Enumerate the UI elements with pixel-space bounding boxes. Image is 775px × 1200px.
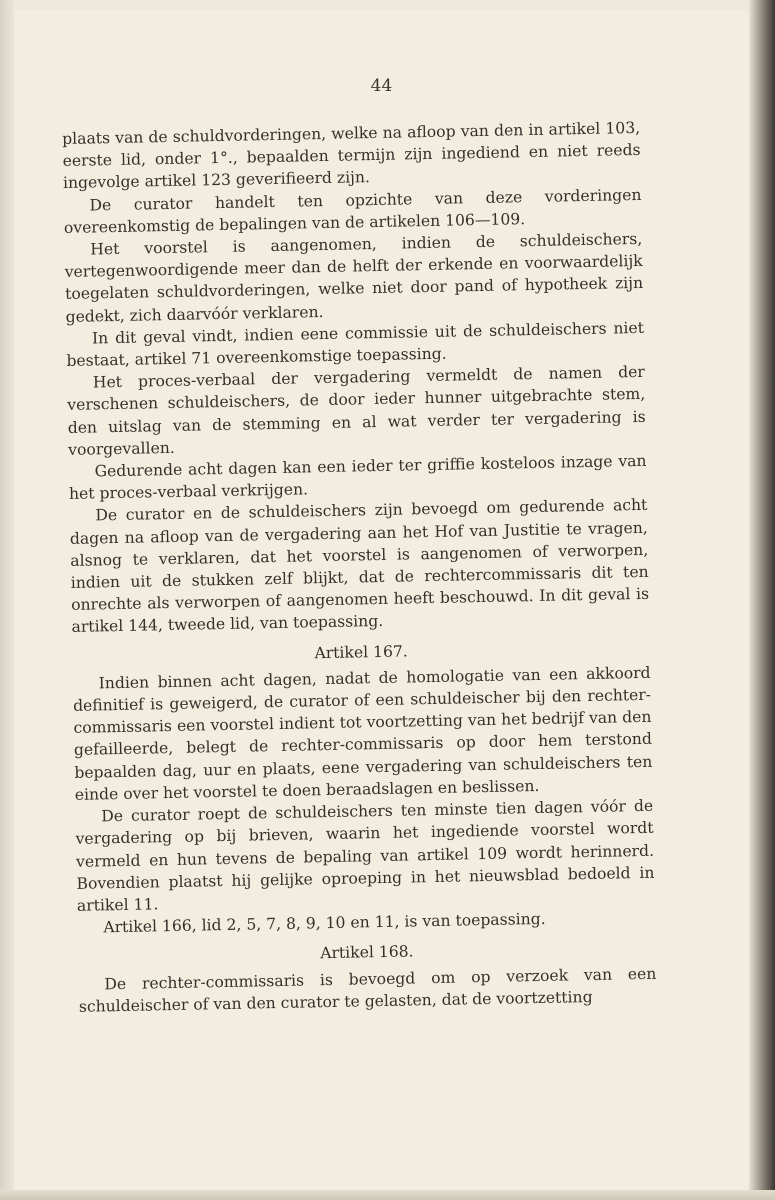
paragraph: Het proces-verbaal der vergadering vermeldt de namen der verschenen schuldeischers, de door ieder hunner uitgebrachte stem, den uitslag van de stemming en al wat verder ter vergadering is voorgevallen. [67,363,646,459]
paragraph: In dit geval vindt, indien eene commissie uit de schuldeischers niet bestaat, artikel 71 overeenkomstige toepassing. [66,318,645,370]
paragraph: Artikel 166, lid 2, 5, 7, 8, 9, 10 en 11, is van toepassing. [103,909,546,937]
body-text [62,117,657,1018]
paragraph: plaats van de schuldvorderingen, welke na afloop van den in artikel 103, eerste lid, onder 1°., bepaalden termijn zijn ingediend en niet reeds ingevolge artikel 123 geverifieerd zijn. [62,118,641,193]
page-bottom-edge [0,1190,775,1200]
paragraph: Het voorstel is aangenomen, indien de schuldeischers, vertegenwoordigende meer dan de helft der erkende en voorwaardelijk toegelaten schuldvorderingen, welke niet door pand of hypotheek zijn gedekt, zich daarvóór verklaren. [64,229,644,326]
article-heading: Artikel 168. [320,942,414,963]
page-number: 44 [370,76,393,96]
paragraph: Gedurende acht dagen kan een ieder ter griffie kosteloos inzage van het proces-verbaal verkrijgen. [68,451,647,504]
article-heading: Artikel 167. [314,642,408,662]
paragraph: De curator handelt ten opzichte van deze vorderingen overeenkomstig de bepalingen van de artikelen 106—109. [63,185,642,237]
paragraph: De rechter-commissaris is bevoegd om op verzoek van een schuldeischer of van den curator te gelasten, dat de voortzetting [78,964,657,1016]
page-left-edge [0,0,14,1200]
paragraph: Indien binnen acht dagen, nadat de homologatie van een akkoord definitief is geweigerd, de curator of een schuldeischer bij den rechter-commissaris een voorstel indient tot voortzetting van het bedrijf van den gefailleerde, belegt de rechter-commissaris op door hem terstond bepaalden dag, uur en plaats, eene vergadering van schuldeischers ten einde over het voorstel te doen beraadslagen en beslissen. [72,663,653,804]
paragraph: De curator roept de schuldeischers ten minste tien dagen vóór de vergadering op bij brieven, waarin het ingediende voorstel wordt vermeld en hun tevens de bepaling van artikel 109 wordt herinnerd. Bovendien plaatst hij gelijke oproeping in het nieuwsblad bedoeld in artikel 11. [75,796,655,915]
paragraph: De curator en de schuldeischers zijn bevoegd om gedurende acht dagen na afloop van de vergadering aan het Hof van Justitie te vragen, alsnog te verklaren, dat het voorstel is aangenomen of verworpen, indien uit de stukken zelf blijkt, dat de rechtercommissaris dit ten onrechte als verworpen of aangenomen heeft beschouwd. In dit geval is artikel 144, tweede lid, van toepassing. [69,496,650,637]
document-page [14,10,749,1190]
page-right-edge [749,0,775,1200]
